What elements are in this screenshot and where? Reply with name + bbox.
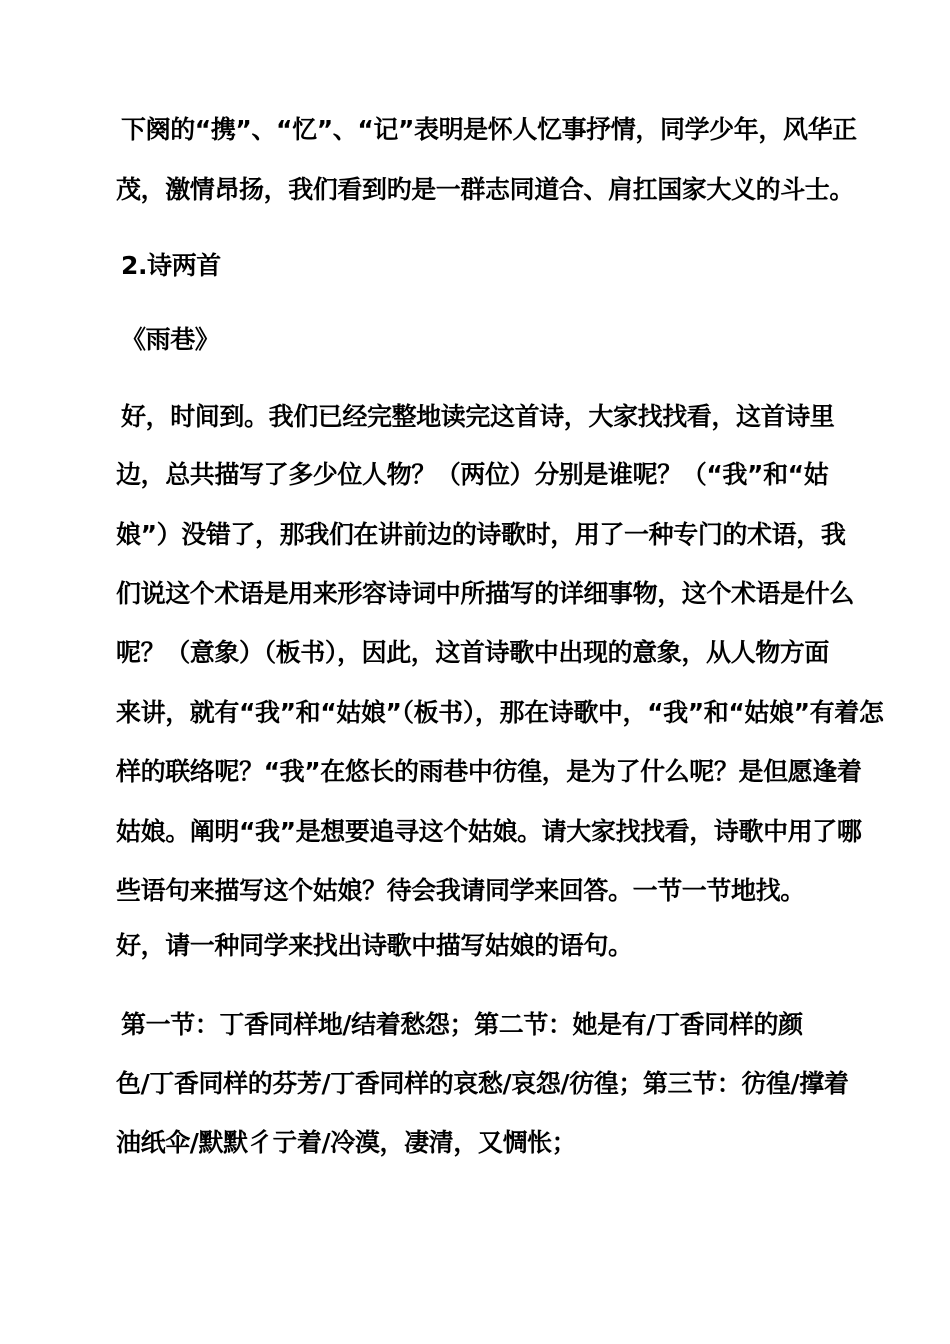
paragraph-2-line-2: 边，总共描写了多少位人物？（两位）分别是谁呢？（“我”和“姑 (116, 460, 829, 489)
paragraph-2-line-6: 来讲，就有“我”和“姑娘”（板书），那在诗歌中，“我”和“姑娘”有着怎 (116, 698, 884, 727)
paragraph-2-line-7: 样的联络呢？“我”在悠长的雨巷中彷徨，是为了什么呢？是但愿逢着 (116, 757, 862, 786)
paragraph-4-line-2: 色/丁香同样的芬芳/丁香同样的哀愁/哀怨/彷徨；第三节：彷徨/撑着 (116, 1069, 849, 1098)
paragraph-2-line-1: 好，时间到。我们已经完整地读完这首诗，大家找找看，这首诗里 (121, 402, 835, 431)
paragraph-1-line-2: 茂，激情昂扬，我们看到旳是一群志同道合、肩扛国家大义的斗士。 (116, 175, 855, 204)
paragraph-3: 好，请一种同学来找出诗歌中描写姑娘的语句。 (116, 931, 633, 960)
paragraph-2-line-4: 们说这个术语是用来形容诗词中所描写的详细事物，这个术语是什么 (116, 579, 855, 608)
paragraph-4-line-3: 油纸伞/默默彳亍着/冷漠，凄清，又惆怅； (116, 1128, 577, 1157)
paragraph-1-line-1: 下阕的“携”、“忆”、“记”表明是怀人忆事抒情，同学少年，风华正 (121, 115, 857, 144)
paragraph-2-line-3: 娘”）没错了，那我们在讲前边的诗歌时，用了一种专门的术语，我 (116, 520, 846, 549)
paragraph-4-line-1: 第一节：丁香同样地/结着愁怨；第二节：她是有/丁香同样的颜 (121, 1010, 803, 1039)
paragraph-2-line-9: 些语句来描写这个姑娘？待会我请同学来回答。一节一节地找。 (116, 876, 805, 905)
section-heading: 2.诗两首 (121, 251, 221, 280)
poem-title: 《雨巷》 (121, 325, 220, 354)
paragraph-2-line-8: 姑娘。阐明“我”是想要追寻这个姑娘。请大家找找看，诗歌中用了哪 (116, 817, 862, 846)
paragraph-2-line-5: 呢？（意象）（板书），因此，这首诗歌中出现的意象，从人物方面 (116, 638, 830, 667)
